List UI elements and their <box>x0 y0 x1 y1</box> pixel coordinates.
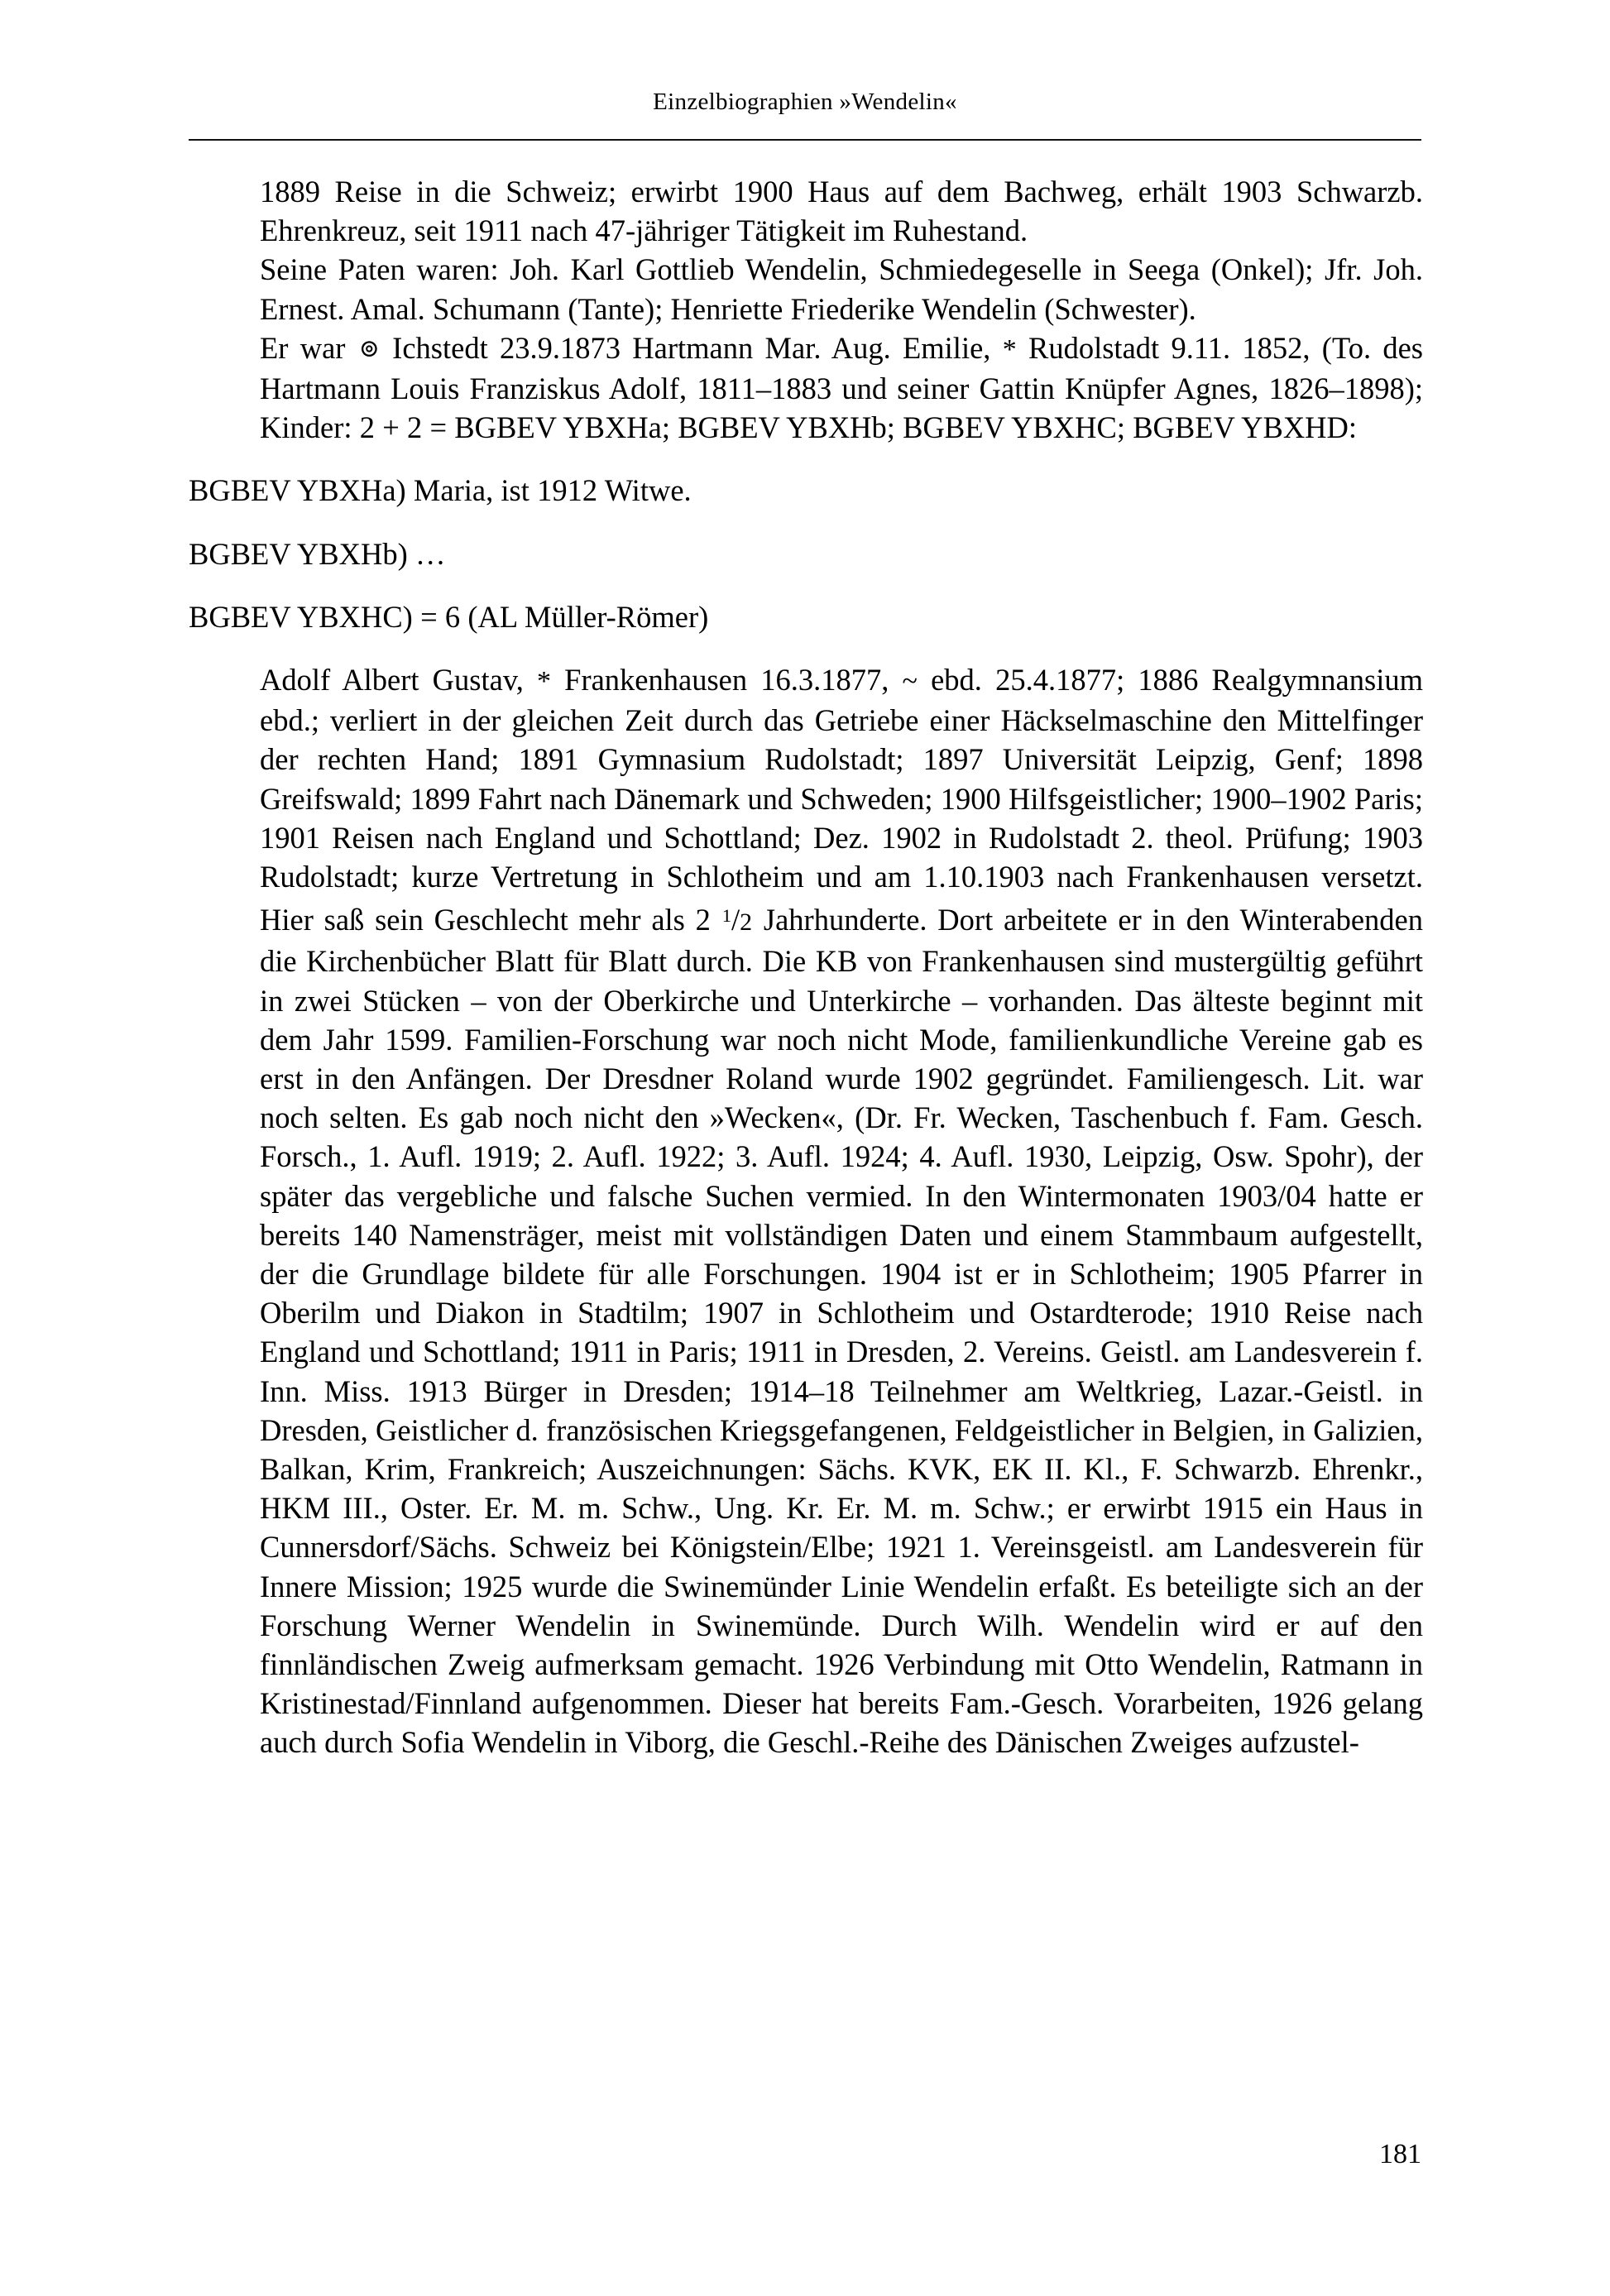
child-entry-ybxha <box>189 471 1423 510</box>
fraction-slash: / <box>731 903 740 937</box>
running-header: Einzelbiographien »Wendelin« <box>653 89 957 115</box>
child-entry-ybxhb <box>189 534 1423 573</box>
biography-name: Adolf Albert Gustav, <box>260 663 537 697</box>
marriage-clause-middle: Ichstedt 23.9.1873 Hartmann Mar. Aug. Emilie, <box>380 330 1003 365</box>
paragraph-text: Seine Paten waren: Joh. Karl Gottlieb Wendelin, Schmiedegeselle in Seega (Onkel); Jfr. Joh. Ernest. Amal. Schumann (Tante); Henriette Friederike Wendelin (Schwester). <box>260 252 1423 326</box>
paragraph-text: 1889 Reise in die Schweiz; erwirbt 1900 Haus auf dem Bachweg, erhält 1903 Schwarzb. Ehrenkreuz, seit 1911 nach 47-jähriger Tätigkeit im Ruhestand. <box>260 175 1423 248</box>
text-column <box>189 172 1423 1762</box>
child-entry-ybxhc <box>189 597 1423 636</box>
biography-body-rest: Jahrhunderte. Dort arbeitete er in den Winterabenden die Kirchenbücher Blatt für Blatt durch. Die KB von Frankenhausen sind mustergültig geführt in zwei Stücken – von der Oberkirche und Unterkirche – vorhanden. Das älteste beginnt mit dem Jahr 1599. Familien-Forschung war noch nicht Mode, familienkundliche Vereine gab es erst in den Anfängen. Der Dresdner Roland wurde 1902 gegründet. Familiengesch. Lit. war noch selten. Es gab noch nicht den »Wecken«, (Dr. Fr. Wecken, Taschenbuch f. Fam. Gesch. Forsch., 1. Aufl. 1919; 2. Aufl. 1922; 3. Aufl. 1924; 4. Aufl. 1930, Leipzig, Osw. Spohr), der später das vergebliche und falsche Suchen vermied. In den Wintermonaten 1903/04 hatte er bereits 140 Namensträger, meist mit vollständigen Daten und einem Stammbaum aufgestellt, der die Grundlage bildete für alle Forschungen. 1904 ist er in Schlotheim; 1905 Pfarrer in Oberilm und Diakon in Stadtilm; 1907 in Schlotheim und Ostardterode; 1910 Reise nach England und Schottland; 1911 in Paris; 1911 in Dresden, 2. Vereins. Geistl. am Landesverein f. Inn. Miss. 1913 Bürger in Dresden; 1914–18 Teilnehmer am Weltkrieg, Lazar.-Geistl. in Dresden, Geistlicher d. französischen Kriegsgefangenen, Feldgeistlicher in Belgien, in Galizien, Balkan, Krim, Frankreich; Auszeichnungen: Sächs. KVK, EK II. Kl., F. Schwarzb. Ehrenkr., HKM III., Oster. Er. M. m. Schw., Ung. Kr. Er. M. m. Schw.; er erwirbt 1915 ein Haus in Cunnersdorf/Sächs. Schweiz bei Königstein/Elbe; 1921 1. Vereinsgeistl. am Landesverein für Innere Mission; 1925 wurde die Swinemünder Linie Wendelin erfaßt. Es beteiligte sich an der Forschung Werner Wendelin in Swinemünde. Durch Wilh. Wendelin wird er auf den finnländischen Zweig aufmerksam gemacht. 1926 Verbindung mit Otto Wendelin, Ratmann in Kristinestad/Finnland aufgenommen. Dieser hat bereits Fam.-Gesch. Vorarbeiten, 1926 gelang auch durch Sofia Wendelin in Viborg, die Geschl.-Reihe des Dänischen Zweiges aufzustel- <box>260 903 1423 1760</box>
paragraph-biography-adolf <box>260 660 1423 1762</box>
biography-body-first: ebd. 25.4.1877; 1886 Realgymnansium ebd.; verliert in der gleichen Zeit durch das Getriebe einer Häckselmaschine den Mittelfinger der rechten Hand; 1891 Gymnasium Rudolstadt; 1897 Universität Leipzig, Genf; 1898 Greifswald; 1899 Fahrt nach Dänemark und Schweden; 1900 Hilfsgeistlicher; 1900–1902 Paris; 1901 Reisen nach England und Schottland; Dez. 1902 in Rudolstadt 2. theol. Prüfung; 1903 Rudolstadt; kurze Vertretung in Schlotheim und am 1.10.1903 nach Frankenhausen versetzt. Hier saß sein Geschlecht mehr als 2 <box>260 663 1423 937</box>
paragraph-travel-retirement <box>260 172 1423 250</box>
child-entry-text: BGBEV YBXHa) Maria, ist 1912 Witwe. <box>189 473 692 508</box>
paragraph-marriage-children <box>260 328 1423 448</box>
marriage-clause-tail: Rudolstadt 9.11. 1852, (To. des Hartmann Louis Franziskus Adolf, 1811–1883 und seiner Gattin Knüpfer Agnes, 1826–1898); Kinder: 2 + 2 = BGBEV YBXHa; BGBEV YBXHb; BGBEV YBXHC; BGBEV YBXHD: <box>260 330 1424 445</box>
child-entry-text: BGBEV YBXHC) = 6 (AL Müller-Römer) <box>189 599 709 634</box>
page-number: 181 <box>1379 2139 1421 2169</box>
child-entry-text: BGBEV YBXHb) … <box>189 536 446 571</box>
birth-symbol-icon: * <box>1002 333 1017 365</box>
baptism-symbol-icon: ~ <box>902 666 918 697</box>
birth-symbol-icon: * <box>537 666 551 697</box>
fraction-numerator: 1 <box>721 905 731 927</box>
fraction-denominator: 2 <box>740 908 753 937</box>
marriage-symbol-icon: ⊚ <box>358 335 379 363</box>
fraction-one-half <box>721 896 753 942</box>
header-rule <box>189 139 1421 141</box>
marriage-clause-lead: Er war <box>260 330 357 365</box>
paragraph-godparents <box>260 250 1423 328</box>
biography-birthplace: Frankenhausen 16.3.1877, <box>551 663 903 697</box>
